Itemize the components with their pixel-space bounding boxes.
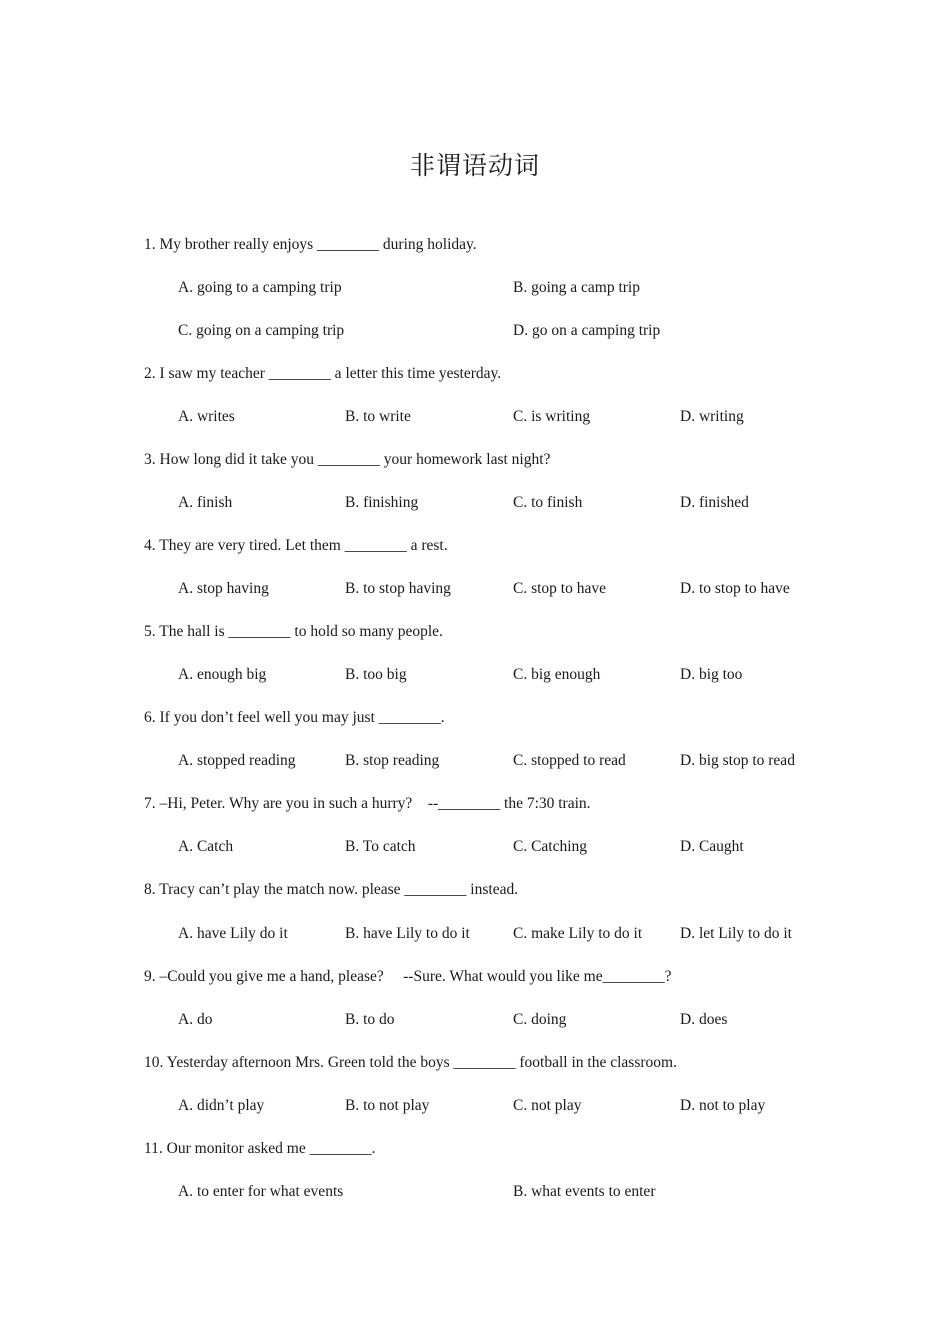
question-4-stem: 4. They are very tired. Let them ________ a rest. [144,537,448,554]
question-6-option-d: D. big stop to read [680,752,795,769]
question-9-option-a: A. do [178,1011,213,1028]
question-10-option-d: D. not to play [680,1097,766,1114]
question-7-option-b: B. To catch [345,838,416,855]
question-9-stem: 9. –Could you give me a hand, please? --Sure. What would you like me________? [144,968,672,985]
question-4-option-c: C. stop to have [513,580,606,597]
question-3-stem: 3. How long did it take you ________ your homework last night? [144,451,551,468]
question-5-option-d: D. big too [680,666,743,683]
question-4-option-d: D. to stop to have [680,580,790,597]
question-2-option-c: C. is writing [513,408,591,425]
question-5-option-a: A. enough big [178,666,267,683]
question-3-option-d: D. finished [680,494,749,511]
question-1-option-b: B. going a camp trip [513,279,640,296]
question-6-stem: 6. If you don’t feel well you may just ________. [144,709,445,726]
question-5-option-b: B. too big [345,666,407,683]
question-7-option-c: C. Catching [513,838,588,855]
question-1-option-a: A. going to a camping trip [178,279,342,296]
question-5-stem: 5. The hall is ________ to hold so many people. [144,623,443,640]
question-8-option-b: B. have Lily to do it [345,925,470,942]
page-title: 非谓语动词 [409,151,540,180]
question-6-option-a: A. stopped reading [178,752,296,769]
question-11-option-b: B. what events to enter [513,1183,656,1200]
question-1-option-c: C. going on a camping trip [178,322,345,339]
question-7-stem: 7. –Hi, Peter. Why are you in such a hurry? --________ the 7:30 train. [144,795,591,812]
question-8-option-c: C. make Lily to do it [513,925,643,942]
question-2-option-d: D. writing [680,408,744,425]
question-11-option-a: A. to enter for what events [178,1183,344,1200]
question-8-option-a: A. have Lily do it [178,925,288,942]
question-10-option-c: C. not play [513,1097,582,1114]
question-9-option-b: B. to do [345,1011,395,1028]
question-6-option-b: B. stop reading [345,752,440,769]
question-2-stem: 2. I saw my teacher ________ a letter this time yesterday. [144,365,502,382]
question-8-stem: 8. Tracy can’t play the match now. please ________ instead. [144,881,519,898]
question-3-option-c: C. to finish [513,494,583,511]
question-3-option-b: B. finishing [345,494,419,511]
question-8-option-d: D. let Lily to do it [680,925,792,942]
question-7-option-a: A. Catch [178,838,234,855]
question-9-option-d: D. does [680,1011,728,1028]
question-10-option-b: B. to not play [345,1097,430,1114]
question-1-option-d: D. go on a camping trip [513,322,661,339]
question-10-option-a: A. didn’t play [178,1097,265,1114]
question-10-stem: 10. Yesterday afternoon Mrs. Green told the boys ________ football in the classroom. [144,1054,677,1071]
question-2-option-b: B. to write [345,408,411,425]
question-2-option-a: A. writes [178,408,235,425]
question-7-option-d: D. Caught [680,838,744,855]
question-11-stem: 11. Our monitor asked me ________. [144,1140,376,1157]
question-3-option-a: A. finish [178,494,233,511]
question-5-option-c: C. big enough [513,666,601,683]
question-4-option-a: A. stop having [178,580,269,597]
question-9-option-c: C. doing [513,1011,567,1028]
question-6-option-c: C. stopped to read [513,752,626,769]
question-4-option-b: B. to stop having [345,580,451,597]
question-1-stem: 1. My brother really enjoys ________ during holiday. [144,236,477,253]
